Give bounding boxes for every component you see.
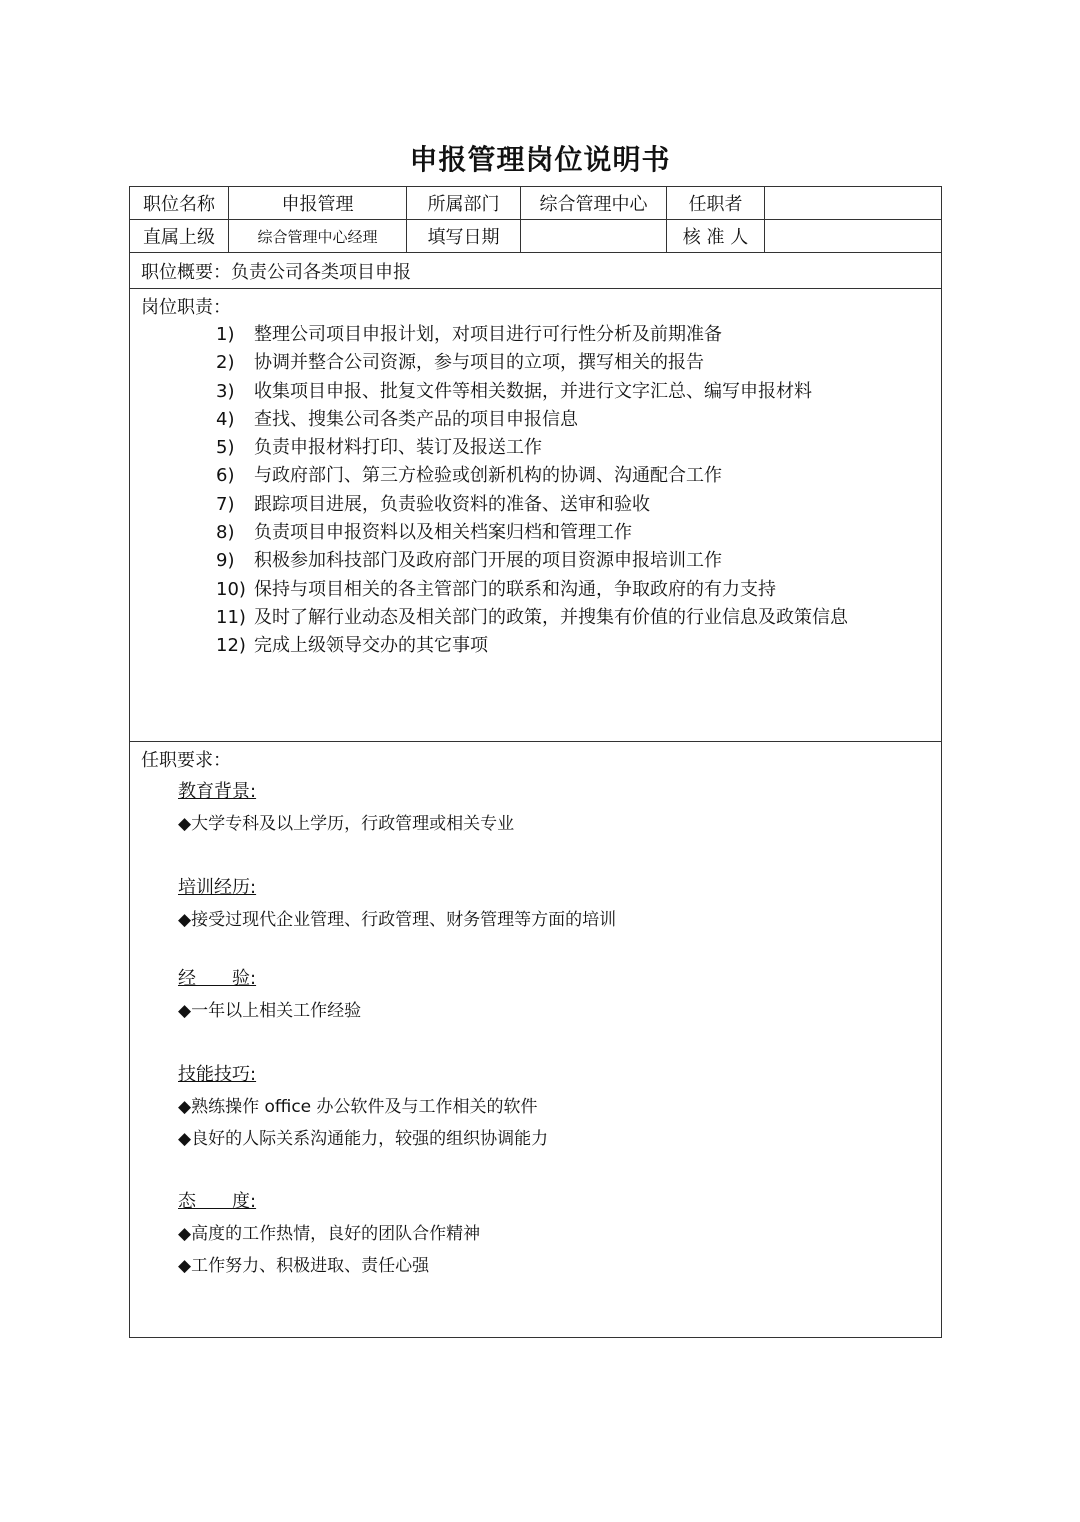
skills-item: ◆良好的人际关系沟通能力，较强的组织协调能力 (178, 1129, 549, 1149)
duty-item: 3) 收集项目申报、批复文件等相关数据，并进行文字汇总、编写申报材料 (216, 380, 812, 402)
duties-label: 岗位职责： (141, 297, 231, 318)
attitude-item: ◆高度的工作热情，良好的团队合作精神 (178, 1224, 481, 1244)
holder-value (765, 187, 941, 219)
duty-item: 7) 跟踪项目进展，负责验收资料的准备、送审和验收 (216, 493, 650, 515)
overview-row (130, 253, 941, 289)
experience-heading: 经 验: (178, 968, 257, 989)
direct-superior-value: 综合管理中心经理 (229, 220, 407, 252)
education-item: ◆大学专科及以上学历，行政管理或相关专业 (178, 814, 515, 834)
approver-value (765, 220, 941, 252)
label-holder: 任职者 (667, 187, 765, 219)
duties-list (130, 321, 941, 661)
position-name-value: 申报管理 (229, 187, 407, 219)
department-value: 综合管理中心 (521, 187, 667, 219)
duty-item: 11) 及时了解行业动态及相关部门的政策，并搜集有价值的行业信息及政策信息 (216, 606, 848, 628)
education-heading: 教育背景: (178, 781, 257, 802)
label-direct-superior: 直属上级 (130, 220, 229, 252)
label-position-name: 职位名称 (130, 187, 229, 219)
skills-item: ◆熟练操作 office 办公软件及与工作相关的软件 (178, 1097, 538, 1117)
label-fill-date: 填写日期 (407, 220, 521, 252)
duty-item: 10) 保持与项目相关的各主管部门的联系和沟通，争取政府的有力支持 (216, 578, 776, 600)
page-title: 申报管理岗位说明书 (409, 143, 671, 176)
requirements-label: 任职要求： (141, 750, 231, 771)
duty-item: 12) 完成上级领导交办的其它事项 (216, 635, 488, 657)
duty-item: 8) 负责项目申报资料以及相关档案归档和管理工作 (216, 522, 632, 544)
job-description-table (129, 186, 942, 1338)
label-approver: 核 准 人 (667, 220, 765, 252)
label-department: 所属部门 (407, 187, 521, 219)
training-heading: 培训经历: (178, 877, 257, 898)
experience-item: ◆一年以上相关工作经验 (178, 1001, 362, 1021)
duty-item: 5) 负责申报材料打印、装订及报送工作 (216, 437, 542, 459)
duty-item: 1) 整理公司项目申报计划，对项目进行可行性分析及前期准备 (216, 324, 722, 345)
duty-item: 2) 协调并整合公司资源，参与项目的立项，撰写相关的报告 (216, 352, 704, 374)
header-row-1 (130, 187, 941, 220)
attitude-item: ◆工作努力、积极进取、责任心强 (178, 1256, 430, 1276)
duties-section (130, 289, 941, 742)
skills-heading: 技能技巧: (178, 1064, 257, 1085)
duty-item: 9) 积极参加科技部门及政府部门开展的项目资源申报培训工作 (216, 550, 722, 572)
requirements-section (130, 742, 941, 1337)
attitude-heading: 态 度: (178, 1191, 257, 1212)
training-item: ◆接受过现代企业管理、行政管理、财务管理等方面的培训 (178, 910, 617, 930)
position-overview: 职位概要：负责公司各类项目申报 (141, 261, 411, 283)
fill-date-value (521, 220, 667, 252)
duty-item: 6) 与政府部门、第三方检验或创新机构的协调、沟通配合工作 (216, 465, 722, 487)
header-row-2 (130, 220, 941, 253)
duty-item: 4) 查找、搜集公司各类产品的项目申报信息 (216, 408, 578, 430)
